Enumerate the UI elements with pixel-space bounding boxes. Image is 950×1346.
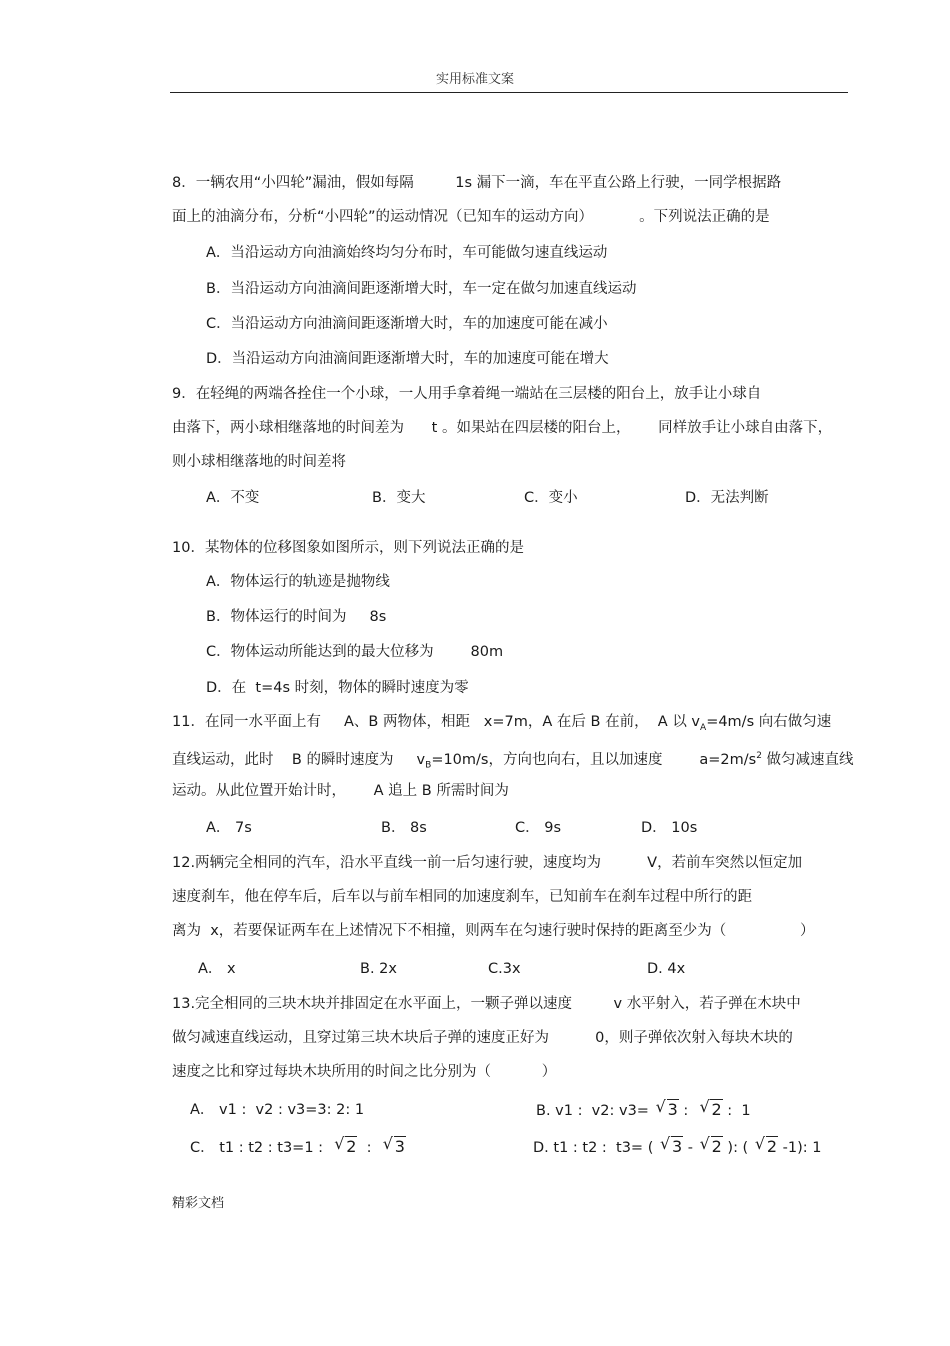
- sqrt-3: [656, 1100, 679, 1121]
- sqrt-2-radicand: 2: [711, 1137, 722, 1156]
- q11-option-a: A． 7s: [206, 820, 252, 836]
- sqrt-3-radicand: 3: [394, 1137, 405, 1156]
- sqrt-2: [700, 1137, 723, 1158]
- q12-option-c: C.3x: [488, 961, 521, 977]
- header-rule: [170, 92, 848, 93]
- q13-d-text-mid2: ): (: [722, 1140, 753, 1156]
- q12-line1: 12.两辆完全相同的汽车，沿水平直线一前一后匀速行驶，速度均为 V，若前车突然以恒定加: [172, 855, 803, 871]
- q10-option-d: D．在 t=4s 时刻，物体的瞬时速度为零: [206, 680, 469, 696]
- q8-option-d: D．当沿运动方向油滴间距逐渐增大时，车的加速度可能在增大: [206, 351, 609, 367]
- q13-b-text-post: : 1: [722, 1103, 751, 1119]
- q8-option-a: A．当沿运动方向油滴始终均匀分布时，车可能做匀速直线运动: [206, 245, 608, 261]
- q13-d-text-post: -1): 1: [778, 1140, 822, 1156]
- q11-line2-text-a: 直线运动，此时 B 的瞬时速度为 v: [172, 751, 426, 768]
- sqrt-3-radicand: 3: [667, 1100, 678, 1119]
- sqrt-2: [755, 1137, 778, 1158]
- q11-option-d: D． 10s: [641, 820, 698, 836]
- q9-option-d: D．无法判断: [685, 490, 769, 506]
- q11-option-c: C． 9s: [515, 820, 562, 836]
- q11-line3: 运动。从此位置开始计时， A 追上 B 所需时间为: [172, 783, 509, 799]
- q13-d-text-mid1: -: [683, 1140, 698, 1156]
- q13-c-text-pre: C． t1 : t2 : t3=1 :: [190, 1140, 333, 1156]
- sqrt-3: [383, 1137, 406, 1158]
- q11-line1-text-a: 11．在同一水平面上有 A、B 两物体，相距 x=7m，A 在后 B 在前， A 以 v: [172, 714, 701, 730]
- q8-option-b: B．当沿运动方向油滴间距逐渐增大时，车一定在做匀加速直线运动: [206, 281, 637, 297]
- page-footer: 精彩文档: [172, 1196, 225, 1211]
- q11-option-b: B． 8s: [381, 820, 427, 836]
- q13-line2: 做匀减速直线运动，且穿过第三块木块后子弹的速度正好为 0，则子弹依次射入每块木块的: [172, 1030, 793, 1046]
- sqrt-2-radicand: 2: [766, 1137, 778, 1156]
- q13-b-text-pre: B. v1 : v2: v3=: [536, 1103, 654, 1119]
- q12-option-b: B. 2x: [360, 961, 397, 977]
- sqrt-3: [660, 1137, 683, 1158]
- q8-line1: 8．一辆农用“小四轮”漏油，假如每隔 1s 漏下一滴，车在平直公路上行驶，一同学根据路: [172, 175, 782, 191]
- q9-line2: 由落下，两小球相继落地的时间差为 t 。如果站在四层楼的阳台上， 同样放手让小球自由落下，: [172, 420, 833, 436]
- q10-option-a: A．物体运行的轨迹是抛物线: [206, 574, 390, 590]
- q12-option-a: A． x: [198, 961, 236, 977]
- q10-option-c: C．物体运动所能达到的最大位移为 80m: [206, 644, 504, 660]
- sqrt-2-radicand: 2: [346, 1137, 357, 1156]
- q9-line1: 9．在轻绳的两端各拴住一个小球，一人用手拿着绳一端站在三层楼的阳台上，放手让小球自: [172, 386, 762, 402]
- q13-option-a: A． v1 : v2 : v3=3: 2: 1: [190, 1102, 365, 1118]
- q8-option-c: C．当沿运动方向油滴间距逐渐增大时，车的加速度可能在减小: [206, 316, 608, 332]
- sqrt-2: [699, 1100, 722, 1121]
- q11-line2-text-b: =10m/s，方向也向右，且以加速度 a=2m/s: [431, 751, 757, 768]
- sqrt-3-radicand: 3: [671, 1137, 683, 1156]
- q11-subscript-a: A: [700, 722, 707, 733]
- q11-superscript-2: 2: [756, 751, 762, 761]
- q13-b-text-mid: :: [678, 1103, 698, 1119]
- q10-option-b: B．物体运行的时间为 8s: [206, 609, 387, 625]
- q12-line3: 离为 x，若要保证两车在上述情况下不相撞，则两车在匀速行驶时保持的距离至少为（ ）: [172, 923, 815, 939]
- q12-line2: 速度刹车，他在停车后，后车以与前车相同的加速度刹车，已知前车在刹车过程中所行的距: [172, 889, 752, 905]
- sqrt-2: [334, 1137, 357, 1158]
- q13-d-text-pre: D. t1 : t2 : t3= (: [533, 1140, 658, 1156]
- q13-option-b: [536, 1100, 751, 1121]
- page-header: 实用标准文案: [435, 72, 514, 87]
- q9-option-a: A．不变: [206, 490, 260, 506]
- q11-line2-text-c: 做匀减速直线: [761, 751, 854, 768]
- q13-line1: 13.完全相同的三块木块并排固定在水平面上，一颗子弹以速度 v 水平射入，若子弹在木块中: [172, 996, 801, 1012]
- q11-line1-text-b: =4m/s 向右做匀速: [706, 714, 832, 730]
- q11-line2: [172, 746, 854, 776]
- q13-option-d: [533, 1137, 821, 1158]
- q9-option-b: B．变大: [372, 490, 426, 506]
- q13-c-text-mid: :: [357, 1140, 381, 1156]
- q11-line1: [172, 712, 831, 738]
- q13-line3: 速度之比和穿过每块木块所用的时间之比分别为（ ）: [172, 1064, 557, 1080]
- q13-option-c: [190, 1137, 406, 1158]
- sqrt-2-radicand: 2: [711, 1100, 722, 1119]
- q9-line3: 则小球相继落地的时间差将: [172, 454, 346, 470]
- q8-line2: 面上的油滴分布，分析“小四轮”的运动情况（已知车的运动方向） 。下列说法正确的是: [172, 209, 770, 225]
- q10-line1: 10．某物体的位移图象如图所示，则下列说法正确的是: [172, 540, 524, 556]
- q9-option-c: C．变小: [524, 490, 578, 506]
- q12-option-d: D. 4x: [647, 961, 686, 977]
- q11-subscript-b: B: [425, 760, 432, 771]
